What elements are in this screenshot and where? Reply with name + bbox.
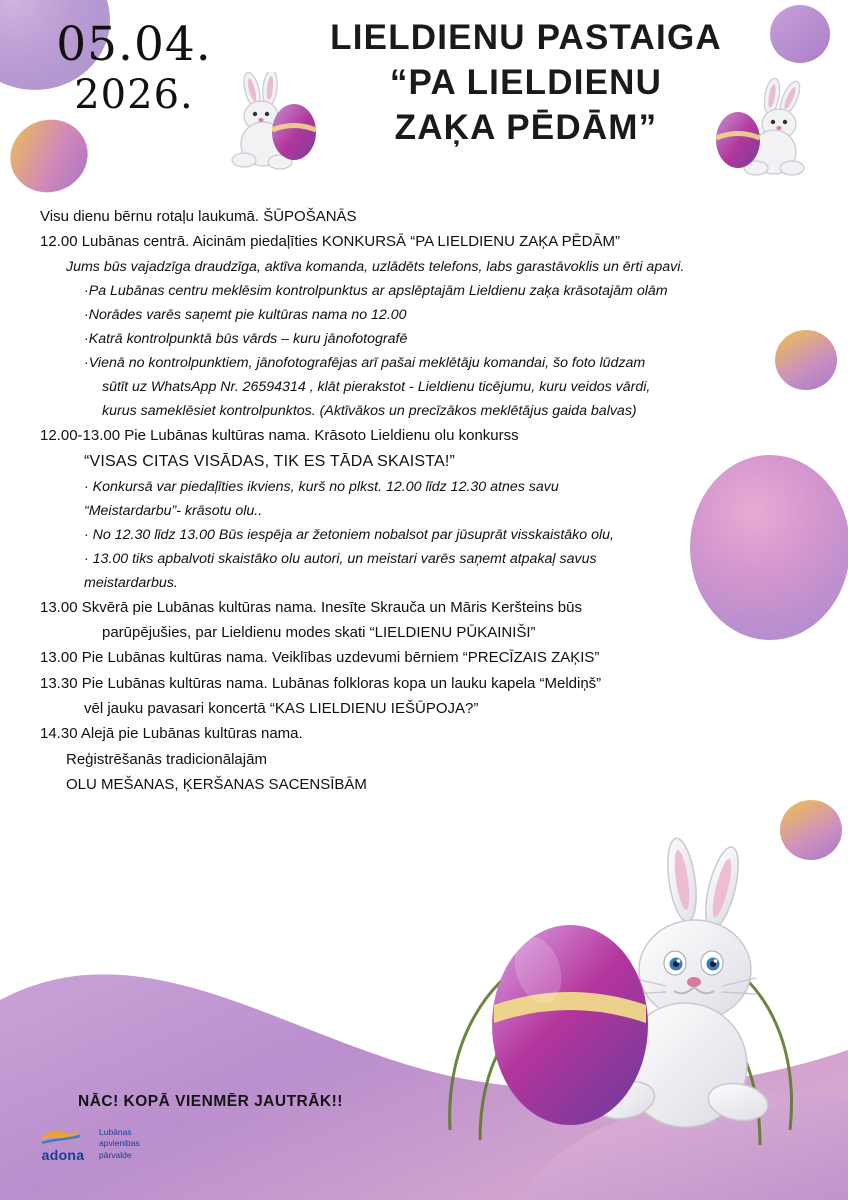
- programme-line: OLU MEŠANAS, ĶERŠANAS SACENSĪBĀM: [66, 775, 367, 793]
- programme-line: 12.00 Lubānas centrā. Aicinām piedaļīties KONKURSĀ “PA LIELDIENU ZAĶA PĒDĀM”: [40, 233, 620, 251]
- poster-header: [0, 0, 848, 200]
- event-date: [24, 17, 244, 119]
- adona-logo-word: adona: [41, 1147, 85, 1163]
- organisation-name-line-1: Lubānas: [99, 1127, 132, 1138]
- programme-line: 13.00 Skvērā pie Lubānas kultūras nama. Inesīte Skrauča un Māris Keršteins būs: [40, 598, 582, 616]
- programme-line: · Konkursā var piedaļīties ikviens, kurš no plkst. 12.00 līdz 12.30 atnes savu: [84, 478, 559, 495]
- page-title-line-3: ZAĶA PĒDĀM”: [394, 107, 658, 147]
- page-title-line-1: LIELDIENU PASTAIGA: [330, 18, 722, 57]
- bunny-with-egg-right-icon: [700, 78, 815, 188]
- programme-line: Reģistrēšanās tradicionālajām: [66, 750, 267, 768]
- programme-line: ·Katrā kontrolpunktā būs vārds – kuru jānofotografē: [84, 330, 408, 347]
- programme-line: 12.00-13.00 Pie Lubānas kultūras nama. Krāsoto Lieldienu olu konkurss: [40, 426, 519, 444]
- programme-line: vēl jauku pavasari koncertā “KAS LIELDIENU IEŠŪPOJA?”: [84, 699, 479, 717]
- page-title-line-2: “PA LIELDIENU: [389, 62, 663, 102]
- event-date-day: 05.04.: [56, 17, 212, 72]
- organisation-name-line-3: pārvalde: [99, 1149, 132, 1160]
- programme-text: [40, 205, 810, 798]
- programme-line: 14.30 Alejā pie Lubānas kultūras nama.: [40, 725, 303, 743]
- adona-logo-mark: [36, 1126, 90, 1162]
- programme-line: sūtīt uz WhatsApp Nr. 26594314 , klāt pierakstot - Lieldienu ticējumu, kuru veidos vārdi,: [102, 378, 651, 395]
- bird-icon: [36, 1126, 86, 1146]
- programme-line: · No 12.30 līdz 13.00 Būs iespēja ar žetoniem nobalsot par jūsuprāt visskaistāko olu,: [84, 526, 614, 543]
- programme-line: “VISAS CITAS VISĀDAS, TIK ES TĀDA SKAISTA!”: [84, 452, 456, 470]
- programme-line: 13.00 Pie Lubānas kultūras nama. Veiklības uzdevumi bērniem “PRECĪZAIS ZAĶIS”: [40, 649, 600, 667]
- programme-line: · 13.00 tiks apbalvoti skaistāko olu autori, un meistari varēs saņemt atpakaļ savus: [84, 550, 597, 567]
- organisation-name: [99, 1127, 140, 1160]
- programme-line: parūpējušies, par Lieldienu modes skati “LIELDIENU PŪKAINIŠI”: [102, 624, 536, 642]
- event-date-year: 2026.: [74, 72, 194, 119]
- programme-line: 13.30 Pie Lubānas kultūras nama. Lubānas folkloras kopa un lauku kapela “Meldiņš”: [40, 674, 602, 692]
- programme-line: ·Norādes varēs saņemt pie kultūras nama no 12.00: [84, 306, 407, 323]
- footer-slogan: NĀC! KOPĀ VIENMĒR JAUTRĀK!!: [78, 1093, 343, 1110]
- organisation-logo: [36, 1126, 140, 1162]
- programme-line: kurus sameklēsiet kontrolpunktos. (Aktīvākos un precīzākos meklētājus gaida balvas): [102, 402, 637, 419]
- programme-line: ·Pa Lubānas centru meklēsim kontrolpunktus ar apslēptajām Lieldienu zaķa krāsotajām olām: [84, 282, 668, 299]
- organisation-name-line-2: apvienibas: [99, 1138, 140, 1149]
- programme-line: ·Vienā no kontrolpunktiem, jānofotografējas arī pašai meklētāju komandai, šo foto lūdzam: [84, 354, 646, 371]
- bunny-with-large-egg-icon: [420, 830, 820, 1165]
- programme-line: meistardarbus.: [84, 574, 178, 591]
- bunny-with-egg-left-icon: [222, 72, 332, 182]
- programme-line: Jums būs vajadzīga draudzīga, aktīva komanda, uzlādēts telefons, labs garastāvoklis un ērti apavi.: [66, 258, 685, 275]
- programme-line: Visu dienu bērnu rotaļu laukumā. ŠŪPOŠANĀS: [40, 208, 357, 225]
- programme-line: “Meistardarbu”- krāsotu olu..: [84, 502, 263, 519]
